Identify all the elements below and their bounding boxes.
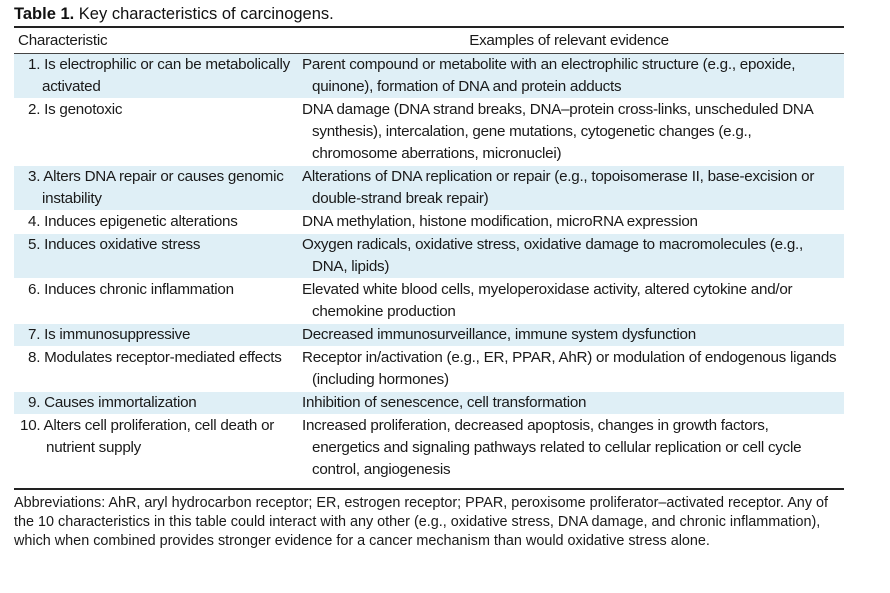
table-row bbox=[14, 234, 844, 279]
characteristic-cell: 7. Is immunosuppressive bbox=[14, 324, 294, 347]
evidence-cell: DNA damage (DNA strand breaks, DNA–protein cross-links, unscheduled DNA synthesis), intercalation, gene mutations, cytogenetic changes (e.g., chromosome aberrations, micronuclei) bbox=[294, 99, 844, 166]
table-row bbox=[14, 99, 844, 166]
evidence-cell: Inhibition of senescence, cell transformation bbox=[294, 392, 844, 415]
evidence-cell: Parent compound or metabolite with an electrophilic structure (e.g., epoxide, quinone), formation of DNA and protein adducts bbox=[294, 54, 844, 99]
table-title-label: Table 1. bbox=[14, 5, 75, 23]
characteristic-cell: 6. Induces chronic inflammation bbox=[14, 279, 294, 324]
evidence-cell: Oxygen radicals, oxidative stress, oxidative damage to macromolecules (e.g., DNA, lipids) bbox=[294, 234, 844, 279]
evidence-cell: Decreased immunosurveillance, immune system dysfunction bbox=[294, 324, 844, 347]
table-row bbox=[14, 279, 844, 324]
evidence-cell: DNA methylation, histone modification, microRNA expression bbox=[294, 211, 844, 234]
characteristic-cell: 5. Induces oxidative stress bbox=[14, 234, 294, 279]
characteristic-cell: 1. Is electrophilic or can be metabolically activated bbox=[14, 54, 294, 99]
table-row bbox=[14, 324, 844, 347]
table-row bbox=[14, 166, 844, 211]
table-figure bbox=[14, 4, 844, 551]
characteristic-cell: 2. Is genotoxic bbox=[14, 99, 294, 166]
characteristic-cell: 9. Causes immortalization bbox=[14, 392, 294, 415]
evidence-cell: Receptor in/activation (e.g., ER, PPAR, AhR) or modulation of endogenous ligands (including hormones) bbox=[294, 347, 844, 392]
table-row bbox=[14, 211, 844, 234]
table-row bbox=[14, 54, 844, 99]
evidence-cell: Elevated white blood cells, myeloperoxidase activity, altered cytokine and/or chemokine production bbox=[294, 279, 844, 324]
table-footnote: Abbreviations: AhR, aryl hydrocarbon receptor; ER, estrogen receptor; PPAR, peroxisome proliferator–activated receptor. Any of the 10 characteristics in this table could interact with any other (e.g., oxidative stress, DNA damage, and chronic inflammation), which when combined provides stronger evidence for a cancer mechanism than would oxidative stress alone. bbox=[14, 488, 844, 551]
characteristic-cell: 10. Alters cell proliferation, cell death or nutrient supply bbox=[14, 415, 294, 482]
table-row bbox=[14, 347, 844, 392]
characteristic-cell: 8. Modulates receptor-mediated effects bbox=[14, 347, 294, 392]
table-header-row bbox=[14, 27, 844, 54]
header-evidence: Examples of relevant evidence bbox=[294, 27, 844, 54]
evidence-cell: Increased proliferation, decreased apoptosis, changes in growth factors, energetics and signaling pathways related to cellular replication or cell cycle control, angiogenesis bbox=[294, 415, 844, 482]
characteristics-table bbox=[14, 26, 844, 482]
characteristic-cell: 4. Induces epigenetic alterations bbox=[14, 211, 294, 234]
table-title bbox=[14, 4, 844, 26]
evidence-cell: Alterations of DNA replication or repair (e.g., topoisomerase II, base-excision or double-strand break repair) bbox=[294, 166, 844, 211]
table-title-text: Key characteristics of carcinogens. bbox=[74, 5, 334, 23]
header-characteristic: Characteristic bbox=[14, 27, 294, 54]
table-row bbox=[14, 415, 844, 482]
table-row bbox=[14, 392, 844, 415]
characteristic-cell: 3. Alters DNA repair or causes genomic instability bbox=[14, 166, 294, 211]
